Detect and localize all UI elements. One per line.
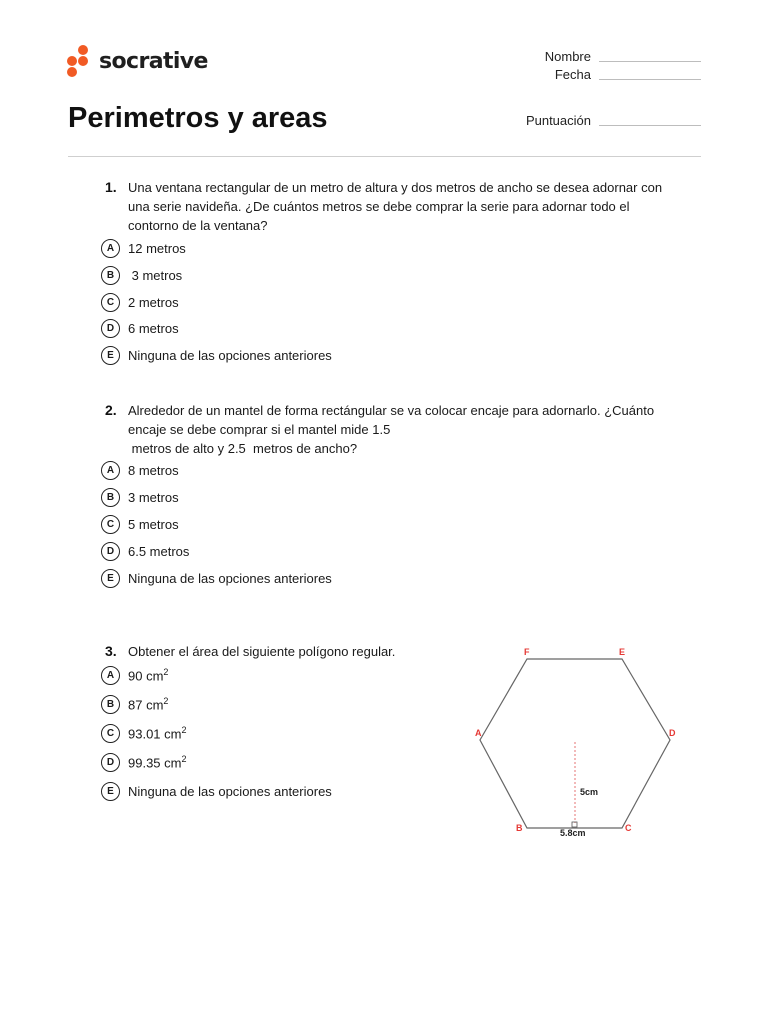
option-letter: B	[101, 488, 120, 507]
option-text-base: 90 cm	[128, 668, 164, 684]
question-3-option-d[interactable]	[101, 753, 187, 772]
option-text-exponent: 2	[163, 696, 169, 707]
option-text: 5 metros	[128, 517, 179, 532]
option-text: 12 metros	[128, 241, 186, 256]
brand-name: socrative	[99, 48, 208, 74]
question-3-option-b[interactable]	[101, 695, 168, 714]
question-2-line: encaje se debe comprar si el mantel mide 1.5	[128, 422, 391, 437]
question-1-option-a[interactable]	[101, 239, 186, 258]
question-2-line: Alrededor de un mantel de forma rectángular se va colocar encaje para adornarlo. ¿Cuánto	[128, 403, 655, 418]
apothem-label: 5cm	[580, 787, 599, 797]
option-letter: A	[101, 239, 120, 258]
option-letter: C	[101, 515, 120, 534]
puntuacion-label: Puntuación	[525, 113, 591, 128]
question-1-line: contorno de la ventana?	[128, 218, 268, 233]
socrative-logo-icon	[67, 44, 91, 78]
vertex-label-c: C	[625, 823, 632, 833]
fecha-line	[599, 79, 701, 80]
option-text-exponent: 2	[163, 667, 169, 678]
option-letter: E	[101, 346, 120, 365]
question-3-option-e[interactable]	[101, 782, 332, 801]
option-letter: A	[101, 666, 120, 685]
side-label: 5.8cm	[560, 828, 586, 838]
option-letter: B	[101, 266, 120, 285]
question-1-option-c[interactable]	[101, 293, 179, 312]
option-text-base: 87 cm	[128, 697, 164, 713]
question-1-line: Una ventana rectangular de un metro de altura y dos metros de ancho se desea adornar con	[128, 180, 663, 195]
option-text	[128, 754, 187, 770]
option-letter: D	[101, 753, 120, 772]
option-text: 8 metros	[128, 463, 179, 478]
option-text: Ninguna de las opciones anteriores	[128, 571, 332, 586]
question-2-option-b[interactable]	[101, 488, 179, 507]
question-1-option-b[interactable]	[101, 266, 182, 285]
option-letter: E	[101, 782, 120, 801]
question-2-option-c[interactable]	[101, 515, 179, 534]
option-text	[128, 696, 168, 712]
page-title: Perimetros y areas	[68, 102, 328, 134]
option-letter: C	[101, 724, 120, 743]
puntuacion-field	[526, 113, 701, 128]
question-2-number: 2.	[105, 402, 117, 418]
option-text-base: 99.35 cm	[128, 755, 182, 771]
vertex-label-e: E	[619, 647, 626, 657]
option-text: 3 metros	[128, 268, 183, 283]
option-text: Ninguna de las opciones anteriores	[128, 784, 332, 799]
option-letter: A	[101, 461, 120, 480]
option-letter: D	[101, 319, 120, 338]
question-3-option-a[interactable]	[101, 666, 168, 685]
fecha-field	[555, 67, 701, 82]
nombre-label: Nombre	[544, 49, 591, 64]
vertex-label-f: F	[524, 647, 530, 657]
option-text	[128, 725, 187, 741]
option-text-base: 93.01 cm	[128, 726, 182, 742]
option-text	[128, 667, 168, 683]
hexagon-figure	[472, 640, 702, 845]
option-text: 3 metros	[128, 490, 179, 505]
option-letter: D	[101, 542, 120, 561]
question-2-text	[128, 401, 683, 458]
question-1-number: 1.	[105, 179, 117, 195]
question-2-option-d[interactable]	[101, 542, 189, 561]
question-1-option-d[interactable]	[101, 319, 179, 338]
vertex-label-a: A	[475, 728, 482, 738]
question-2-option-a[interactable]	[101, 461, 179, 480]
option-text-exponent: 2	[181, 754, 187, 765]
header-divider	[68, 156, 701, 157]
nombre-line	[599, 61, 701, 62]
fecha-label: Fecha	[554, 67, 591, 82]
socrative-logo	[67, 44, 208, 78]
option-text-exponent: 2	[181, 725, 187, 736]
option-text: Ninguna de las opciones anteriores	[128, 348, 332, 363]
question-2-option-e[interactable]	[101, 569, 332, 588]
question-3-line: Obtener el área del siguiente polígono regular.	[128, 644, 396, 659]
question-1-option-e[interactable]	[101, 346, 332, 365]
question-1-line: una serie navideña. ¿De cuántos metros se debe comprar la serie para adornar todo el	[128, 199, 630, 214]
question-1-text	[128, 178, 683, 235]
nombre-field	[545, 49, 701, 64]
option-letter: C	[101, 293, 120, 312]
question-3-number: 3.	[105, 643, 117, 659]
option-text: 2 metros	[128, 295, 179, 310]
option-text: 6 metros	[128, 321, 179, 336]
question-3-option-c[interactable]	[101, 724, 187, 743]
option-letter: B	[101, 695, 120, 714]
question-3-text	[128, 642, 458, 661]
option-letter: E	[101, 569, 120, 588]
question-2-line: metros de alto y 2.5 metros de ancho?	[128, 441, 358, 456]
vertex-label-b: B	[516, 823, 523, 833]
option-text: 6.5 metros	[128, 544, 190, 559]
puntuacion-line	[599, 125, 701, 126]
vertex-label-d: D	[669, 728, 676, 738]
